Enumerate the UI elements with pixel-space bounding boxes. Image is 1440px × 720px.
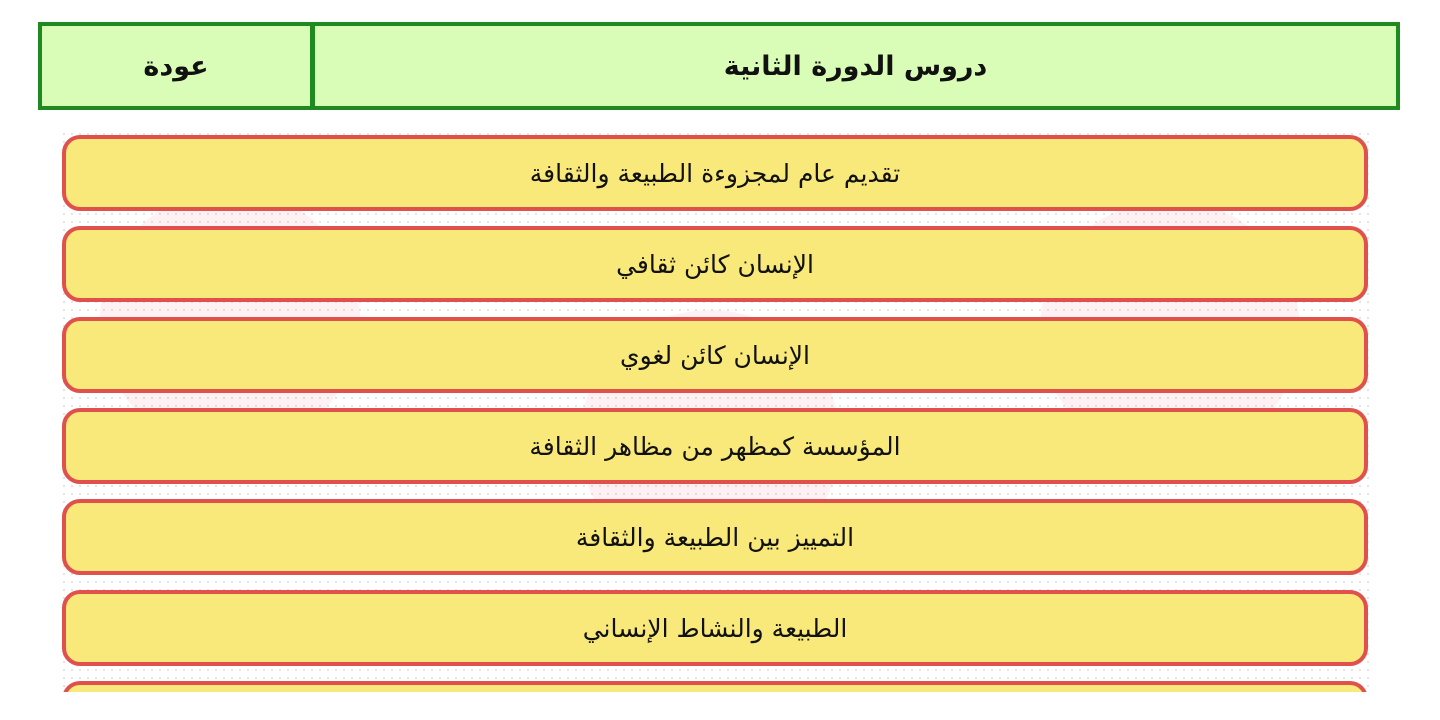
lesson-item[interactable]: التمييز بين الطبيعة والثقافة <box>62 499 1368 575</box>
lesson-item[interactable]: الإنسان كائن ثقافي <box>62 226 1368 302</box>
lesson-item[interactable]: تقديم عام لمجزوءة الطبيعة والثقافة <box>62 135 1368 211</box>
lesson-item[interactable]: الطبيعة والنشاط الإنساني <box>62 590 1368 666</box>
back-button[interactable]: عودة <box>42 26 315 106</box>
lesson-item[interactable]: المؤسسة كمظهر من مظاهر الثقافة <box>62 408 1368 484</box>
page-title: دروس الدورة الثانية <box>723 50 988 82</box>
top-bar <box>38 22 1400 110</box>
lessons-list <box>62 135 1368 692</box>
lesson-item[interactable] <box>62 681 1368 692</box>
lessons-list-container[interactable] <box>60 130 1370 692</box>
lesson-item[interactable]: الإنسان كائن لغوي <box>62 317 1368 393</box>
